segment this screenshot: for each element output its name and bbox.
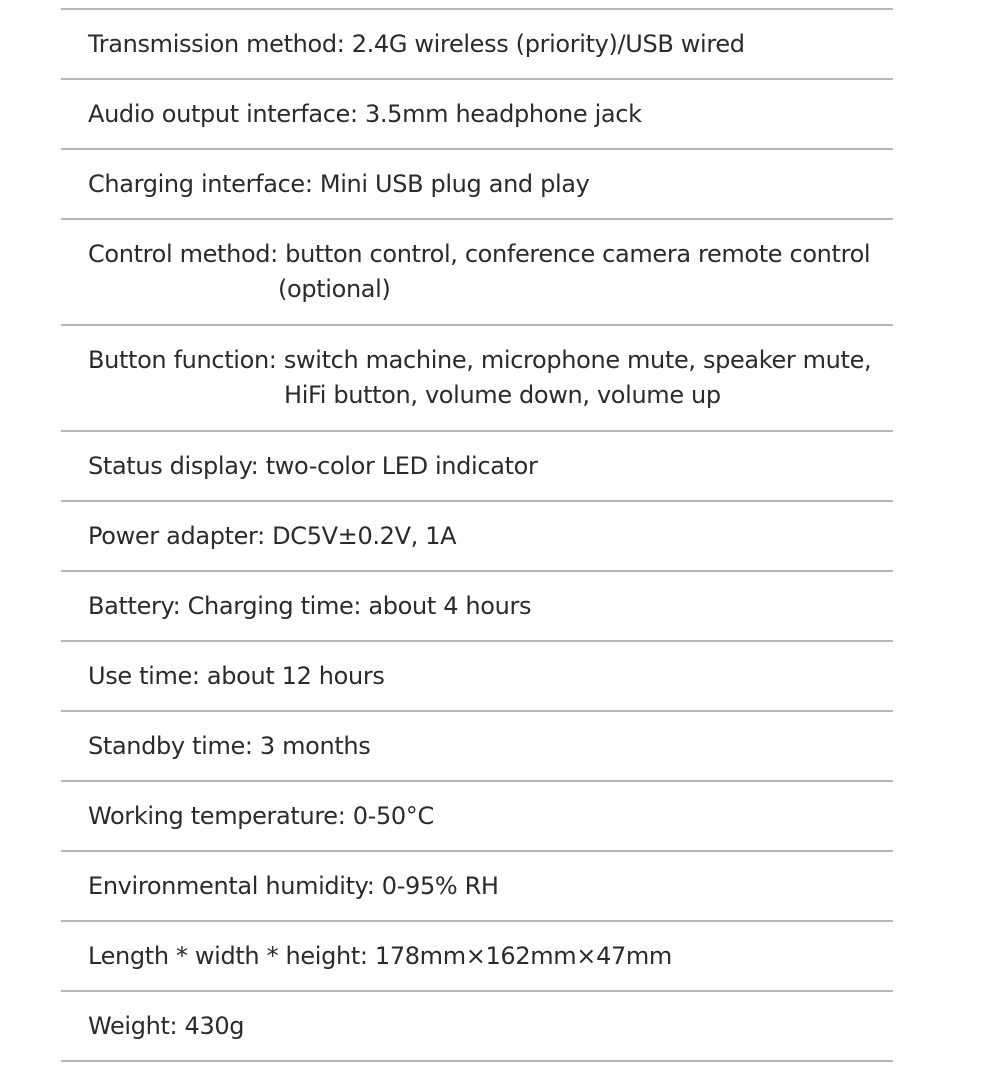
spec-line: Button function: switch machine, microphone mute, speaker mute, [88, 346, 872, 374]
spec-row-button-function [61, 326, 893, 432]
spec-row-charging-interface: Charging interface: Mini USB plug and play [61, 150, 893, 220]
spec-row-standby-time: Standby time: 3 months [61, 712, 893, 782]
spec-line-continued: HiFi button, volume down, volume up [284, 381, 721, 409]
spec-row-use-time: Use time: about 12 hours [61, 642, 893, 712]
spec-row-weight: Weight: 430g [61, 992, 893, 1062]
spec-row-transmission-method: Transmission method: 2.4G wireless (priority)/USB wired [61, 10, 893, 80]
spec-row-dimensions: Length * width * height: 178mm×162mm×47mm [61, 922, 893, 992]
spec-row-working-temperature: Working temperature: 0-50°C [61, 782, 893, 852]
spec-row-control-method [61, 220, 893, 326]
spec-table [61, 8, 893, 1062]
spec-row-power-adapter: Power adapter: DC5V±0.2V, 1A [61, 502, 893, 572]
spec-line: Control method: button control, conference camera remote control [88, 240, 871, 268]
spec-row-battery: Battery: Charging time: about 4 hours [61, 572, 893, 642]
spec-line-continued: (optional) [278, 275, 391, 303]
spec-row-status-display: Status display: two-color LED indicator [61, 432, 893, 502]
spec-row-audio-output: Audio output interface: 3.5mm headphone jack [61, 80, 893, 150]
spec-row-humidity: Environmental humidity: 0-95% RH [61, 852, 893, 922]
